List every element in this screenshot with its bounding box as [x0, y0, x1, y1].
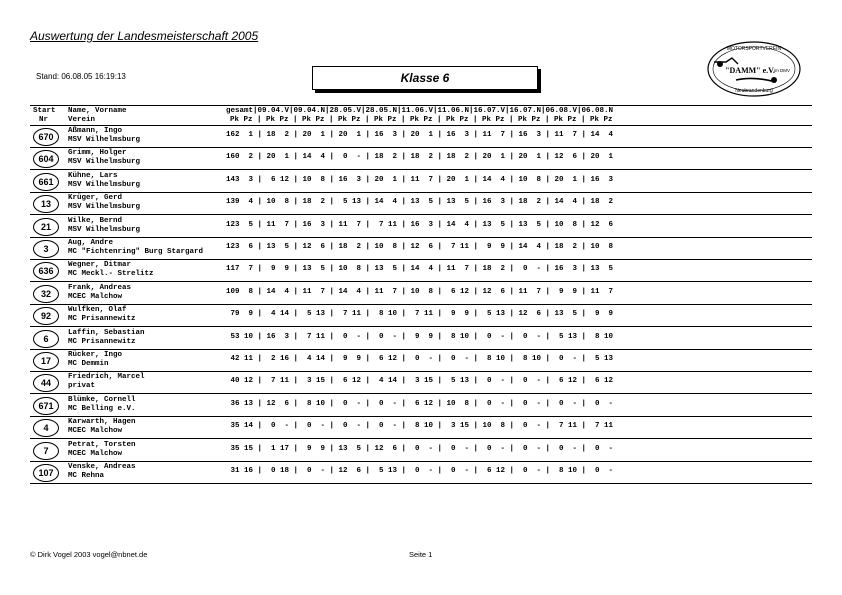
logo-mid-text: "DAMM" e.V. — [725, 66, 775, 75]
driver-scores: 160 2 | 20 1 | 14 4 | 0 - | 18 2 | 18 2 | 18 2 | 20 1 | 20 1 | 12 6 | 20 1 — [226, 153, 614, 162]
driver-name: Wilke, Bernd — [68, 216, 123, 225]
logo-side-text: im DMV — [774, 68, 790, 73]
driver-scores: 79 9 | 4 14 | 5 13 | 7 11 | 8 10 | 7 11 | 9 9 | 5 13 | 12 6 | 13 5 | 9 9 — [226, 310, 614, 319]
driver-name: Laffin, Sebastian — [68, 328, 145, 337]
start-number-badge: 107 — [33, 464, 59, 482]
driver-scores: 109 8 | 14 4 | 11 7 | 14 4 | 11 7 | 10 8 | 6 12 | 12 6 | 11 7 | 9 9 | 11 7 — [226, 287, 614, 296]
scores-header-dates: gesamt|09.04.V|09.04.N|28.05.V|28.05.N|11.06.V|11.06.N|16.07.V|16.07.N|06.08.V|06.08.N — [226, 107, 614, 115]
col-name-header: Name, Vorname — [68, 107, 127, 115]
club-logo — [706, 40, 802, 98]
driver-club: MC Prisannewitz — [68, 315, 136, 324]
class-box: Klasse 6 — [312, 66, 538, 90]
table-row — [30, 372, 812, 394]
driver-name: Frank, Andreas — [68, 283, 132, 292]
table-row — [30, 148, 812, 170]
table-row — [30, 305, 812, 327]
table-row — [30, 238, 812, 260]
table-row — [30, 260, 812, 282]
driver-club: MSV Wilhelmsburg — [68, 203, 141, 212]
driver-scores: 123 6 | 13 5 | 12 6 | 18 2 | 10 8 | 12 6 | 7 11 | 9 9 | 14 4 | 18 2 | 10 8 — [226, 243, 614, 251]
driver-scores: 117 7 | 9 9 | 13 5 | 10 8 | 13 5 | 14 4 | 11 7 | 18 2 | 0 - | 16 3 | 13 5 — [226, 265, 614, 274]
driver-scores: 139 4 | 10 8 | 18 2 | 5 13 | 14 4 | 13 5 | 13 5 | 16 3 | 18 2 | 14 4 | 18 2 — [226, 198, 614, 207]
driver-name: Aug, Andre — [68, 239, 114, 247]
table-row — [30, 171, 812, 193]
driver-scores: 40 12 | 7 11 | 3 15 | 6 12 | 4 14 | 3 15 | 5 13 | 0 - | 0 - | 6 12 | 6 12 — [226, 377, 614, 386]
table-row — [30, 193, 812, 215]
col-verein-header: Verein — [68, 116, 96, 124]
driver-name: Rücker, Ingo — [68, 351, 123, 359]
driver-name: Grimm, Holger — [68, 149, 127, 158]
driver-scores: 53 10 | 16 3 | 7 11 | 0 - | 0 - | 9 9 | 8 10 | 0 - | 0 - | 5 13 | 8 10 — [226, 332, 614, 341]
col-nr-header: Nr — [39, 116, 49, 124]
start-number-badge: 604 — [33, 150, 59, 168]
driver-club: MCEC Malchow — [68, 292, 123, 301]
driver-scores: 123 5 | 11 7 | 16 3 | 11 7 | 7 11 | 16 3 | 14 4 | 13 5 | 13 5 | 10 8 | 12 6 — [226, 220, 614, 229]
driver-club: MSV Wilhelmsburg — [68, 136, 141, 144]
driver-scores: 35 15 | 1 17 | 9 9 | 13 5 | 12 6 | 0 - | 0 - | 0 - | 0 - | 0 - | 0 - — [226, 444, 614, 453]
driver-scores: 31 16 | 0 18 | 0 - | 12 6 | 5 13 | 0 - | 0 - | 6 12 | 0 - | 8 10 | 0 - — [226, 467, 614, 475]
driver-name: Friedrich, Marcel — [68, 373, 145, 382]
driver-club: MSV Wilhelmsburg — [68, 158, 141, 167]
driver-name: Karwarth, Hagen — [68, 418, 136, 427]
start-number-badge: 6 — [33, 330, 59, 348]
driver-scores: 143 3 | 6 12 | 10 8 | 16 3 | 20 1 | 11 7 | 20 1 | 14 4 | 10 8 | 20 1 | 16 3 — [226, 175, 614, 184]
page-title: Auswertung der Landesmeisterschaft 2005 — [30, 29, 259, 43]
table-row — [30, 283, 812, 305]
table-row — [30, 462, 812, 484]
start-number-badge: 92 — [33, 307, 59, 325]
driver-club: MC "Fichtenring" Burg Stargard — [68, 248, 204, 256]
table-row — [30, 395, 812, 417]
start-number-badge: 44 — [33, 374, 59, 392]
driver-club: MSV Wilhelmsburg — [68, 225, 141, 234]
driver-name: Venske, Andreas — [68, 463, 136, 471]
driver-club: MC Prisannewitz — [68, 337, 136, 346]
logo-top-text: MOTORSPORTVEREIN — [726, 46, 782, 52]
driver-club: MC Belling e.V. — [68, 404, 136, 413]
start-number-badge: 4 — [33, 419, 59, 437]
driver-scores: 35 14 | 0 - | 0 - | 0 - | 0 - | 8 10 | 3 15 | 10 8 | 0 - | 7 11 | 7 11 — [226, 422, 614, 431]
start-number-badge: 3 — [33, 240, 59, 258]
driver-club: MC Rehna — [68, 472, 105, 480]
start-number-badge: 21 — [33, 218, 59, 236]
col-start-header: Start — [33, 107, 56, 115]
start-number-badge: 671 — [33, 397, 59, 415]
logo-bottom-text: Neubrandenburg — [735, 88, 773, 94]
driver-name: Petrat, Torsten — [68, 440, 136, 449]
driver-name: Wulfken, Olaf — [68, 306, 127, 315]
table-top-rule — [30, 105, 812, 106]
table-row — [30, 126, 812, 148]
start-number-badge: 17 — [33, 352, 59, 370]
driver-name: Krüger, Gerd — [68, 194, 123, 203]
driver-name: Wegner, Ditmar — [68, 261, 132, 270]
driver-club: MC Demmin — [68, 360, 109, 368]
driver-club: MSV Wilhelmsburg — [68, 180, 141, 189]
driver-scores: 162 1 | 18 2 | 20 1 | 20 1 | 16 3 | 20 1 | 16 3 | 11 7 | 16 3 | 11 7 | 14 4 — [226, 131, 614, 139]
table-row — [30, 328, 812, 350]
table-row — [30, 440, 812, 462]
start-number-badge: 13 — [33, 195, 59, 213]
row-separator — [30, 483, 812, 484]
footer-page-number: Seite 1 — [409, 550, 433, 559]
driver-club: privat — [68, 382, 96, 391]
start-number-badge: 636 — [33, 262, 59, 280]
start-number-badge: 670 — [33, 128, 59, 146]
start-number-badge: 7 — [33, 442, 59, 460]
scores-header-pk-pz: Pk Pz | Pk Pz | Pk Pz | Pk Pz | Pk Pz | Pk Pz | Pk Pz | Pk Pz | Pk Pz | Pk Pz | Pk Pz — [230, 116, 613, 124]
driver-scores: 42 11 | 2 16 | 4 14 | 9 9 | 6 12 | 0 - | 0 - | 8 10 | 8 10 | 0 - | 5 13 — [226, 355, 614, 363]
driver-club: MC Meckl.- Strelitz — [68, 270, 154, 279]
driver-scores: 36 13 | 12 6 | 8 10 | 0 - | 0 - | 6 12 | 10 8 | 0 - | 0 - | 0 - | 0 - — [226, 399, 614, 408]
table-row — [30, 350, 812, 372]
driver-name: Aßmann, Ingo — [68, 127, 123, 135]
driver-club: MCEC Malchow — [68, 449, 123, 458]
table-row — [30, 417, 812, 439]
start-number-badge: 32 — [33, 285, 59, 303]
start-number-badge: 661 — [33, 173, 59, 191]
table-row — [30, 216, 812, 238]
driver-name: Kühne, Lars — [68, 171, 118, 180]
driver-name: Blümke, Cornell — [68, 395, 136, 404]
driver-club: MCEC Malchow — [68, 427, 123, 436]
timestamp: Stand: 06.08.05 16:19:13 — [36, 72, 126, 81]
footer-copyright: © Dirk Vogel 2003 vogel@nbnet.de — [30, 550, 148, 559]
